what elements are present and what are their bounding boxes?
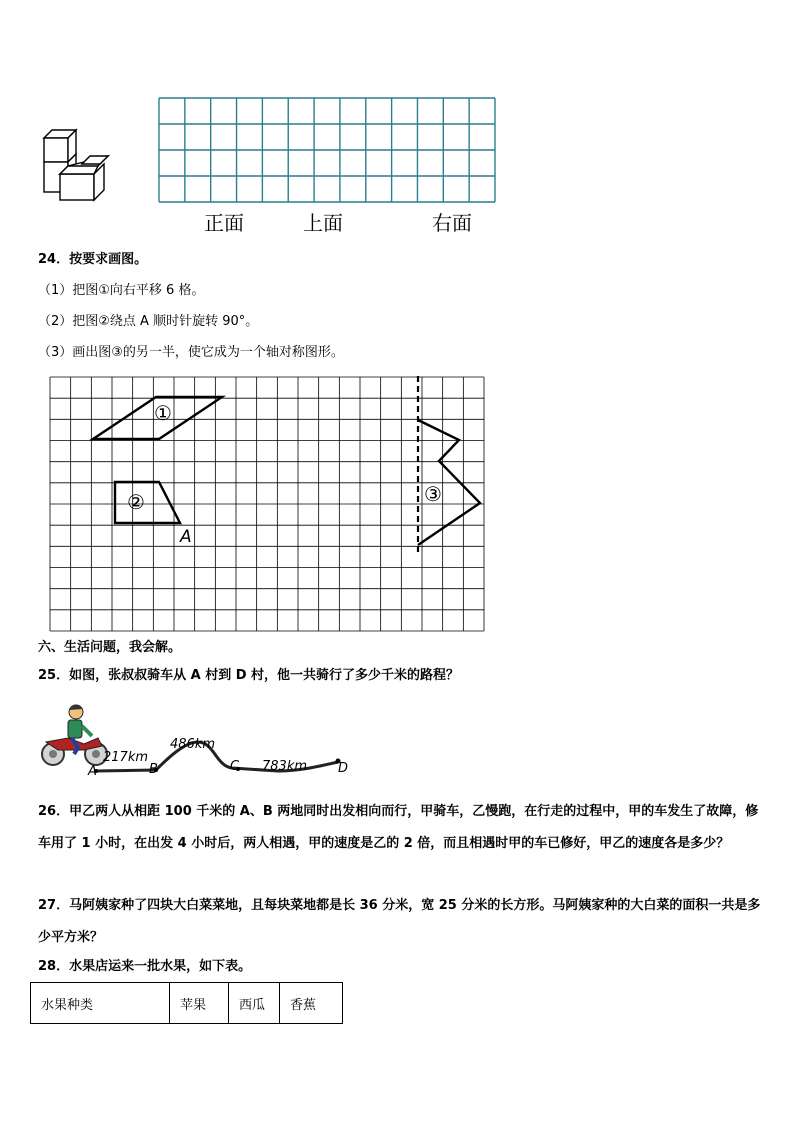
q26-question: 26．甲乙两人从相距 100 千米的 A、B 两地同时出发相向而行，甲骑车，乙慢跑，在行走的过程中，甲的车发生了故障，修车用了 1 小时，在出发 4 小时后，两人相遇，甲的速度是乙的 2 倍，而且相遇时甲的车已修好，甲乙的速度各是多少？	[38, 804, 759, 851]
point-a-label: A	[180, 527, 192, 547]
village-c-label: C	[230, 759, 240, 774]
q28-question: 28．水果店运来一批水果，如下表。	[38, 959, 252, 974]
q24-item-2: （2）把图②绕点 A 顺时针旋转 90°。	[38, 314, 259, 329]
village-b-label: B	[149, 762, 158, 777]
segment-bc-label: 486km	[170, 737, 216, 752]
table-cell: 苹果	[170, 983, 229, 1024]
figure-2-label: ②	[127, 490, 145, 514]
fruit-table	[30, 982, 343, 1024]
table-row	[31, 983, 343, 1024]
figure-1-label: ①	[154, 401, 172, 425]
q27-question: 27．马阿姨家种了四块大白菜菜地，且每块菜地都是长 36 分米，宽 25 分米的长方形。马阿姨家种的大白菜的面积一共是多少平方米？	[38, 898, 761, 945]
q25-question: 25．如图，张叔叔骑车从 A 村到 D 村，他一共骑行了多少千米的路程？	[38, 668, 460, 683]
table-cell: 香蕉	[280, 983, 343, 1024]
segment-ab-label: 217km	[103, 750, 149, 765]
route-figure	[38, 698, 368, 780]
view-drawing-grid	[158, 97, 496, 203]
village-a-label: A	[88, 764, 97, 779]
cyclist-icon	[42, 705, 107, 765]
top-view-label: 上面	[303, 211, 343, 235]
right-view-label: 右面	[432, 211, 472, 235]
table-cell: 西瓜	[229, 983, 280, 1024]
table-cell: 水果种类	[31, 983, 170, 1024]
figure-2-trapezoid	[115, 482, 180, 523]
segment-cd-label: 783km	[262, 759, 308, 774]
figure-3-label: ③	[424, 482, 442, 506]
village-d-label: D	[338, 761, 349, 776]
q24-item-1: （1）把图①向右平移 6 格。	[38, 283, 205, 298]
q24-item-3: （3）画出图③的另一半，使它成为一个轴对称图形。	[38, 345, 344, 360]
section-6-heading: 六、生活问题，我会解。	[38, 640, 182, 655]
cube-stack-figure	[38, 124, 114, 202]
transform-grid	[49, 376, 485, 632]
front-view-label: 正面	[204, 211, 244, 235]
q24-title: 24．按要求画图。	[38, 252, 148, 267]
